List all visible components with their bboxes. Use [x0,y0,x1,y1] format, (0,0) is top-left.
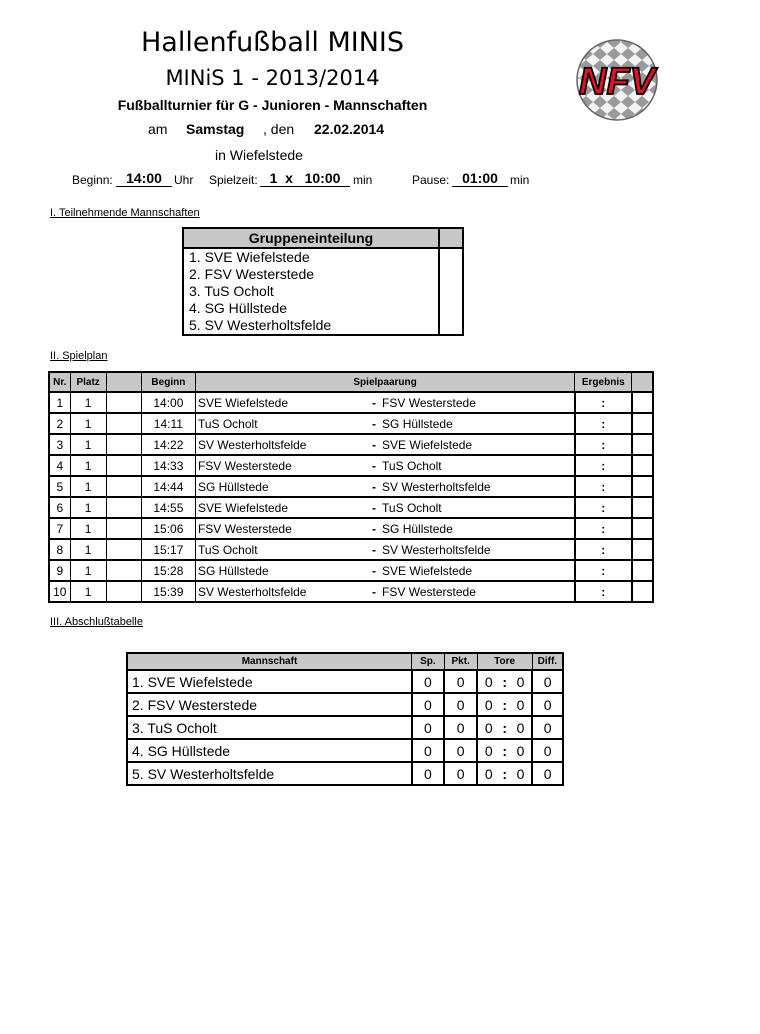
standings-row [127,716,563,739]
page-title: Hallenfußball MINIS [140,27,405,58]
match-extra [632,434,653,455]
match-nr: 3 [49,434,70,455]
match-away-team: TuS Ocholt [380,455,575,476]
col-team: Mannschaft [127,653,412,670]
standings-pkt: 0 [444,693,477,716]
schedule-row [49,560,653,581]
match-nr: 10 [49,581,70,602]
match-result: : [575,392,632,413]
schedule-row [49,455,653,476]
match-time: 15:06 [141,518,195,539]
standings-sp: 0 [412,716,445,739]
match-time: 14:55 [141,497,195,518]
match-result: : [575,581,632,602]
match-away-team: SVE Wiefelstede [380,434,575,455]
match-time: 15:17 [141,539,195,560]
den-label: , den [263,121,295,137]
standings-colon: : [500,762,510,785]
schedule-row [49,476,653,497]
standings-goals-for: 0 [477,739,500,762]
match-empty [106,560,141,581]
schedule-row [49,581,653,602]
match-dash: - [368,434,380,455]
match-home-team: SG Hüllstede [195,560,368,581]
tournament-name: Fußballturnier für G - Junioren - Mannschaften [117,97,428,113]
match-empty [106,434,141,455]
match-platz: 1 [70,560,106,581]
match-result: : [575,539,632,560]
col-nr: Nr. [49,372,70,392]
spielzeit-label: Spielzeit: [209,173,258,187]
match-empty [106,518,141,539]
match-empty [106,539,141,560]
match-result: : [575,413,632,434]
group-row: 2. FSV Westerstede [183,266,463,283]
am-label: am [148,121,168,137]
match-home-team: SV Westerholtsfelde [195,434,368,455]
match-nr: 1 [49,392,70,413]
standings-team: 2. FSV Westerstede [127,693,412,716]
match-dash: - [368,413,380,434]
standings-goals-for: 0 [477,693,500,716]
schedule-row [49,497,653,518]
match-away-team: SG Hüllstede [380,413,575,434]
match-extra [632,413,653,434]
match-result: : [575,434,632,455]
min-label-2: min [510,173,530,187]
match-home-team: SG Hüllstede [195,476,368,497]
group-row: 1. SVE Wiefelstede [183,248,463,266]
match-platz: 1 [70,392,106,413]
match-empty [106,413,141,434]
match-time: 15:39 [141,581,195,602]
col-pkt: Pkt. [444,653,477,670]
match-dash: - [368,581,380,602]
match-away-team: SVE Wiefelstede [380,560,575,581]
schedule-row [49,539,653,560]
group-row: 4. SG Hüllstede [183,300,463,317]
match-nr: 8 [49,539,70,560]
match-empty [106,581,141,602]
schedule-row [49,434,653,455]
standings-diff: 0 [532,739,563,762]
standings-team: 4. SG Hüllstede [127,739,412,762]
group-heading: Gruppeneinteilung [183,228,439,248]
standings-goals-against: 0 [510,762,533,785]
standings-row [127,762,563,785]
standings-row [127,693,563,716]
group-row: 5. SV Westerholtsfelde [183,317,463,335]
standings-row [127,739,563,762]
match-away-team: SV Westerholtsfelde [380,476,575,497]
section-teams: I. Teilnehmende Mannschaften [50,207,200,219]
match-dash: - [368,497,380,518]
match-home-team: FSV Westerstede [195,518,368,539]
standings-goals-for: 0 [477,716,500,739]
match-empty [106,476,141,497]
match-platz: 1 [70,434,106,455]
schedule-row [49,413,653,434]
standings-team: 1. SVE Wiefelstede [127,670,412,693]
match-time: 14:11 [141,413,195,434]
standings-colon: : [500,739,510,762]
group-table [182,227,464,336]
standings-row [127,670,563,693]
uhr-label: Uhr [174,173,194,187]
pause-value: 01:00 [452,170,508,187]
match-result: : [575,560,632,581]
match-away-team: SG Hüllstede [380,518,575,539]
match-platz: 1 [70,581,106,602]
group-row: 3. TuS Ocholt [183,283,463,300]
standings-team: 3. TuS Ocholt [127,716,412,739]
standings-goals-for: 0 [477,670,500,693]
standings-team: 5. SV Westerholtsfelde [127,762,412,785]
match-dash: - [368,539,380,560]
standings-goals-against: 0 [510,670,533,693]
pause-label: Pause: [412,173,450,187]
col-diff: Diff. [532,653,563,670]
col-platz: Platz [70,372,106,392]
standings-goals-for: 0 [477,762,500,785]
date-value: 22.02.2014 [314,121,385,137]
match-empty [106,455,141,476]
schedule-table [48,371,654,603]
final-table [126,652,564,786]
standings-diff: 0 [532,762,563,785]
standings-goals-against: 0 [510,693,533,716]
standings-goals-against: 0 [510,739,533,762]
match-time: 15:28 [141,560,195,581]
match-dash: - [368,476,380,497]
match-dash: - [368,392,380,413]
match-extra [632,392,653,413]
section-final: III. Abschlußtabelle [50,616,143,628]
match-extra [632,539,653,560]
match-platz: 1 [70,497,106,518]
standings-colon: : [500,693,510,716]
col-sp: Sp. [412,653,445,670]
match-platz: 1 [70,413,106,434]
standings-pkt: 0 [444,762,477,785]
match-extra [632,497,653,518]
standings-goals-against: 0 [510,716,533,739]
schedule-row [49,392,653,413]
match-time: 14:33 [141,455,195,476]
match-time: 14:00 [141,392,195,413]
beginn-value: 14:00 [116,170,172,187]
col-paarung: Spielpaarung [195,372,574,392]
schedule-row [49,518,653,539]
section-plan: II. Spielplan [50,350,108,362]
match-time: 14:44 [141,476,195,497]
page-subtitle: MINiS 1 - 2013/2014 [165,66,380,90]
match-empty [106,392,141,413]
spielzeit-value: 1 x 10:00 [260,170,350,187]
match-extra [632,518,653,539]
match-home-team: TuS Ocholt [195,413,368,434]
standings-sp: 0 [412,739,445,762]
col-beginn: Beginn [141,372,195,392]
match-dash: - [368,518,380,539]
match-nr: 9 [49,560,70,581]
nfv-logo-text: NFV [579,61,655,103]
match-away-team: FSV Westerstede [380,392,575,413]
match-nr: 4 [49,455,70,476]
min-label: min [353,173,373,187]
nfv-logo [565,36,675,126]
match-nr: 2 [49,413,70,434]
beginn-label: Beginn: [72,173,113,187]
match-platz: 1 [70,455,106,476]
standings-sp: 0 [412,670,445,693]
match-extra [632,560,653,581]
col-tore: Tore [477,653,532,670]
match-home-team: SV Westerholtsfelde [195,581,368,602]
match-result: : [575,455,632,476]
standings-sp: 0 [412,693,445,716]
match-home-team: TuS Ocholt [195,539,368,560]
match-home-team: SVE Wiefelstede [195,497,368,518]
match-nr: 6 [49,497,70,518]
standings-diff: 0 [532,670,563,693]
standings-colon: : [500,716,510,739]
match-dash: - [368,455,380,476]
match-platz: 1 [70,539,106,560]
match-dash: - [368,560,380,581]
standings-diff: 0 [532,716,563,739]
standings-pkt: 0 [444,739,477,762]
match-extra [632,455,653,476]
match-away-team: FSV Westerstede [380,581,575,602]
match-nr: 7 [49,518,70,539]
match-away-team: SV Westerholtsfelde [380,539,575,560]
place-text: in Wiefelstede [215,147,303,163]
day-value: Samstag [186,121,245,137]
col-ergebnis: Ergebnis [575,372,632,392]
match-empty [106,497,141,518]
standings-pkt: 0 [444,670,477,693]
match-extra [632,581,653,602]
match-result: : [575,497,632,518]
match-away-team: TuS Ocholt [380,497,575,518]
match-result: : [575,476,632,497]
match-home-team: FSV Westerstede [195,455,368,476]
standings-colon: : [500,670,510,693]
match-extra [632,476,653,497]
standings-sp: 0 [412,762,445,785]
match-platz: 1 [70,518,106,539]
match-nr: 5 [49,476,70,497]
match-platz: 1 [70,476,106,497]
match-time: 14:22 [141,434,195,455]
standings-diff: 0 [532,693,563,716]
match-home-team: SVE Wiefelstede [195,392,368,413]
match-result: : [575,518,632,539]
standings-pkt: 0 [444,716,477,739]
